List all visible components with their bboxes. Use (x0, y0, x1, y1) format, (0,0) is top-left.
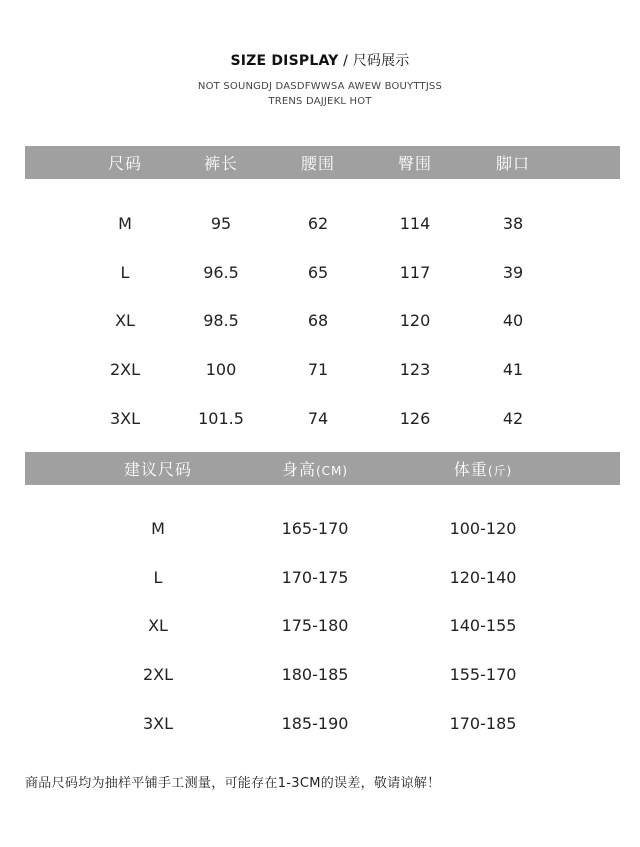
table-row (25, 601, 620, 650)
size-measurement-table (25, 146, 620, 442)
cell-height: 180-185 (281, 664, 349, 684)
cell-hip: 123 (399, 359, 431, 379)
cell-weight: 140-155 (449, 616, 517, 636)
cell-height: 165-170 (281, 518, 349, 538)
cell-hip: 114 (399, 213, 431, 233)
table-row (25, 650, 620, 699)
cell-leg-opening: 42 (502, 408, 524, 428)
cell-height: 170-175 (281, 567, 349, 587)
cell-waist: 74 (307, 408, 329, 428)
cell-hip: 126 (399, 408, 431, 428)
size-display-header (0, 50, 640, 109)
recommended-size-table (25, 452, 620, 747)
cell-waist: 65 (307, 262, 329, 282)
header-leg-opening: 脚口 (495, 154, 531, 173)
title-en: SIZE DISPLAY (230, 53, 339, 69)
table-row (25, 553, 620, 602)
table-row (25, 296, 620, 345)
page-subtitle (0, 79, 640, 109)
cell-weight: 155-170 (449, 664, 517, 684)
cell-recommended-size: M (151, 518, 165, 538)
cell-waist: 71 (307, 359, 329, 379)
table-row (25, 345, 620, 394)
cell-size: XL (115, 311, 135, 331)
cell-height: 185-190 (281, 713, 349, 733)
cell-weight: 100-120 (449, 518, 517, 538)
cell-recommended-size: XL (148, 616, 168, 636)
recommend-table-header (25, 452, 620, 485)
cell-waist: 62 (307, 213, 329, 233)
header-pants-length: 裤长 (203, 154, 239, 173)
cell-weight: 120-140 (449, 567, 517, 587)
header-recommended-size (124, 457, 192, 480)
size-table-header (25, 146, 620, 179)
cell-pants-length: 98.5 (203, 311, 239, 331)
cell-size: 3XL (109, 408, 141, 428)
table-row (25, 248, 620, 297)
table-row (25, 199, 620, 248)
header-size: 尺码 (107, 154, 143, 173)
cell-leg-opening: 41 (502, 359, 524, 379)
header-recommended-size-label: 建议尺码 (123, 460, 193, 479)
title-cn: 尺码展示 (352, 53, 410, 69)
cell-size: L (120, 262, 130, 282)
table-row (25, 699, 620, 748)
header-height-label: 身高 (281, 460, 316, 479)
cell-size: M (118, 213, 132, 233)
cell-hip: 117 (399, 262, 431, 282)
subtitle-line-2: TRENS DAJJEKL HOT (268, 96, 372, 107)
header-weight (454, 457, 512, 480)
title-separator: / (338, 53, 353, 69)
subtitle-line-1: NOT SOUNGDJ DASDFWWSA AWEW BOUYTTJSS (197, 81, 443, 92)
cell-hip: 120 (399, 311, 431, 331)
header-weight-label: 体重 (453, 460, 488, 479)
cell-pants-length: 95 (210, 213, 232, 233)
header-height (282, 457, 348, 480)
cell-pants-length: 101.5 (198, 408, 244, 428)
header-height-unit: (CM) (315, 464, 349, 478)
cell-recommended-size: 2XL (142, 664, 174, 684)
cell-pants-length: 96.5 (203, 262, 239, 282)
cell-leg-opening: 38 (502, 213, 524, 233)
cell-recommended-size: 3XL (142, 713, 174, 733)
cell-size: 2XL (109, 359, 141, 379)
cell-weight: 170-185 (449, 713, 517, 733)
header-waist: 腰围 (300, 154, 336, 173)
table-row (25, 394, 620, 443)
cell-leg-opening: 39 (502, 262, 524, 282)
cell-leg-opening: 40 (502, 311, 524, 331)
cell-waist: 68 (307, 311, 329, 331)
header-weight-unit: (斤) (487, 464, 513, 478)
table-row (25, 504, 620, 553)
cell-recommended-size: L (153, 567, 163, 587)
header-hip: 臀围 (397, 154, 433, 173)
cell-height: 175-180 (281, 616, 349, 636)
cell-pants-length: 100 (205, 359, 237, 379)
measurement-disclaimer: 商品尺码均为抽样平铺手工测量，可能存在1-3CM的误差，敬请谅解！ (25, 776, 441, 791)
page-title (0, 50, 640, 70)
